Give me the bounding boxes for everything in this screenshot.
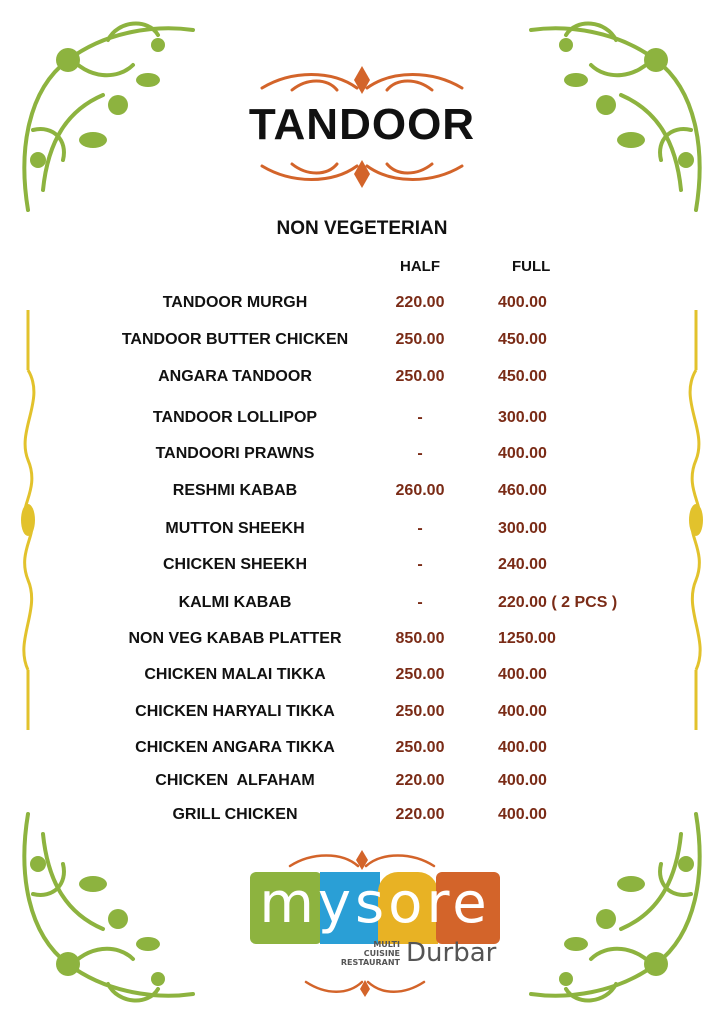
item-price-full: 300.00 xyxy=(498,409,547,426)
logo-durbar: Durbar xyxy=(406,938,497,968)
item-price-half: 250.00 xyxy=(395,666,445,683)
item-price-full: 400.00 xyxy=(498,772,547,789)
item-price-full: 1250.00 xyxy=(498,630,556,647)
item-name: RESHMI KABAB xyxy=(172,482,298,499)
item-price-full: 300.00 xyxy=(498,520,547,537)
item-price-full: 450.00 xyxy=(498,368,547,385)
menu-item xyxy=(0,594,724,618)
menu-item xyxy=(0,331,724,355)
item-price-half: - xyxy=(417,594,423,611)
item-price-full: 240.00 xyxy=(498,556,547,573)
item-price-half: 850.00 xyxy=(395,630,445,647)
item-price-half: 260.00 xyxy=(395,482,445,499)
item-price-half: 220.00 xyxy=(395,806,445,823)
item-price-half: - xyxy=(417,556,423,573)
logo-line-3: RESTAURANT xyxy=(340,958,400,967)
item-price-full: 450.00 xyxy=(498,331,547,348)
item-price-full: 400.00 xyxy=(498,666,547,683)
item-price-full: 400.00 xyxy=(498,445,547,462)
menu-item xyxy=(0,630,724,654)
item-price-half: 220.00 xyxy=(395,294,445,311)
item-price-half: 250.00 xyxy=(395,331,445,348)
item-name: GRILL CHICKEN xyxy=(172,806,298,823)
item-price-full: 460.00 xyxy=(498,482,547,499)
menu-item xyxy=(0,666,724,690)
column-header-half: HALF xyxy=(400,258,440,275)
item-name: CHICKEN HARYALI TIKKA xyxy=(135,703,335,720)
section-heading: NON VEGETERIAN xyxy=(276,218,448,239)
column-header-full: FULL xyxy=(512,258,551,275)
item-name: NON VEG KABAB PLATTER xyxy=(128,630,342,647)
menu-item xyxy=(0,772,724,796)
menu-item xyxy=(0,445,724,469)
item-price-half: 250.00 xyxy=(395,739,445,756)
item-name: KALMI KABAB xyxy=(178,594,292,611)
item-name: TANDOOR BUTTER CHICKEN xyxy=(121,331,349,348)
item-price-full: 400.00 xyxy=(498,739,547,756)
logo-flourish-top xyxy=(282,846,442,872)
menu-item xyxy=(0,520,724,544)
item-name: CHICKEN MALAI TIKKA xyxy=(144,666,326,683)
restaurant-logo xyxy=(250,872,506,972)
item-price-half: - xyxy=(417,445,423,462)
logo-line-2: CUISINE xyxy=(363,949,400,958)
menu-item xyxy=(0,703,724,727)
item-price-half: - xyxy=(417,409,423,426)
logo-flourish-bottom xyxy=(300,978,430,1000)
logo-wordmark: mysore xyxy=(259,871,491,936)
item-price-half: 250.00 xyxy=(395,368,445,385)
item-price-full: 400.00 xyxy=(498,703,547,720)
item-price-half: 220.00 xyxy=(395,772,445,789)
menu-item xyxy=(0,806,724,830)
item-price-half: 250.00 xyxy=(395,703,445,720)
menu-item xyxy=(0,368,724,392)
item-price-full: 220.00 ( 2 PCS ) xyxy=(498,594,618,611)
menu-item xyxy=(0,739,724,763)
flourish-bottom xyxy=(252,156,472,194)
item-name: CHICKEN ANGARA TIKKA xyxy=(135,739,335,756)
item-price-full: 400.00 xyxy=(498,294,547,311)
menu-item xyxy=(0,556,724,580)
item-price-half: - xyxy=(417,520,423,537)
item-name: ANGARA TANDOOR xyxy=(158,368,312,385)
item-price-full: 400.00 xyxy=(498,806,547,823)
menu-item xyxy=(0,482,724,506)
logo-line-1: MULTI xyxy=(373,940,400,949)
item-name: MUTTON SHEEKH xyxy=(165,520,305,537)
flourish-top xyxy=(252,60,472,98)
floral-corner-bottom-right xyxy=(526,804,716,1014)
item-name: TANDOOR MURGH xyxy=(162,294,308,311)
floral-corner-bottom-left xyxy=(8,804,198,1014)
item-name: CHICKEN SHEEKH xyxy=(162,556,307,573)
item-name: TANDOORI PRAWNS xyxy=(155,445,315,462)
page-title: TANDOOR xyxy=(248,100,476,149)
item-name: TANDOOR LOLLIPOP xyxy=(152,409,318,426)
logo-subtitle xyxy=(330,940,400,967)
menu-item xyxy=(0,294,724,318)
item-name: CHICKEN ALFAHAM xyxy=(155,772,315,789)
menu-item xyxy=(0,409,724,433)
